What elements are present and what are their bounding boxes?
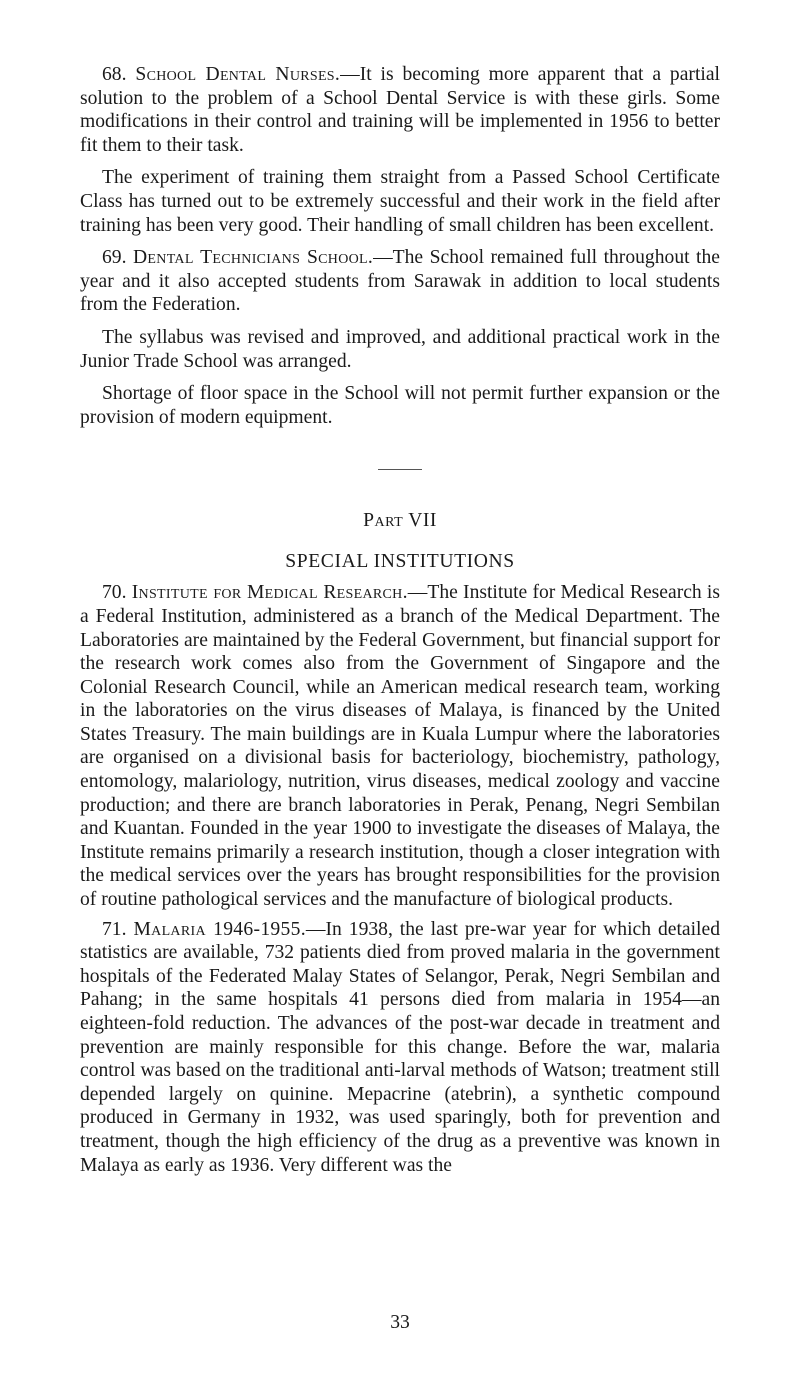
section-title: SPECIAL INSTITUTIONS (285, 551, 515, 573)
section-divider (378, 469, 422, 470)
paragraph-heading: Malaria 1946-1955. (133, 918, 306, 940)
paragraph-heading: Institute for Medical Research. (131, 582, 408, 604)
page-number: 33 (390, 1312, 410, 1333)
paragraph-text: —The Institute for Medical Research is a Federal Institution, administered as a branch of the Medical Department. The Laboratories are maintained by the Federal Government, but financial support for the research work comes also from the Government of Singapore and the Colonial Research Council, while an American medical research team, working in the laboratories on the virus diseases of Malaya, is financed by the United States Treasury. The main buildings are in Kuala Lumpur where the laboratories are organised on a divisional basis for bacteriology, biochemistry, pathology, entomology, malariology, nutrition, virus diseases, medical zoology and vaccine production; and there are branch laboratories in Perak, Penang, Negri Sembilan and Kuantan. Founded in the year 1900 to investigate the diseases of Malaya, the Institute remains primarily a research institution, though a closer integration with the medical services over the years has brought responsibilities for the provision of routine pathological services and the manufacture of biological products. (80, 582, 720, 911)
paragraph-number: 70. (102, 582, 127, 604)
paragraph-68-continued: The experiment of training them straight from a Passed School Certificate Class has turned out to be extremely successful and their work in the field after training has been very good. Their handling of small children has been excellent. (80, 167, 720, 236)
page-body (80, 63, 720, 1177)
paragraph-number: 68. (102, 64, 127, 85)
paragraph-68 (80, 63, 720, 157)
paragraph-69-syllabus: The syllabus was revised and improved, and additional practical work in the Junior Trade School was arranged. (80, 326, 720, 372)
paragraph-number: 69. (102, 247, 127, 269)
paragraph-heading: School Dental Nurses. (135, 64, 341, 85)
paragraph-71 (80, 918, 720, 1178)
paragraph-text: —The School remained full throughout the year and it also accepted students from Sarawak in addition to local students from the Federation. (80, 247, 720, 316)
paragraph-text: —It is becoming more apparent that a partial solution to the problem of a School Dental Service is with these girls. Some modifications in their control and training will be implemented in 1956 to better fit them to their task. (80, 64, 720, 156)
paragraph-number: 71. (102, 918, 127, 940)
paragraph-70 (80, 581, 720, 911)
part-title: Part VII (363, 510, 437, 532)
paragraph-69 (80, 246, 720, 317)
paragraph-69-floor-space: Shortage of floor space in the School will not permit further expansion or the provision of modern equipment. (80, 383, 720, 428)
paragraph-heading: Dental Technicians School. (132, 247, 374, 269)
paragraph-text: —In 1938, the last pre-war year for which detailed statistics are available, 732 patients died from proved malaria in the government hospitals of the Federated Malay States of Selangor, Perak, Negri Sembilan and Pahang; in the same hospitals 41 persons died from malaria in 1954—an eighteen-fold reduction. The advances of the post-war decade in treatment and prevention are mainly responsible for this change. Before the war, malaria control was based on the traditional anti-larval methods of Watson; treatment still depended largely on quinine. Mepacrine (atebrin), a synthetic compound produced in Germany in 1932, was used sparingly, both for prevention and treatment, though the high efficiency of the drug as a preventive was known in Malaya as early as 1936. Very different was the (80, 918, 720, 1176)
